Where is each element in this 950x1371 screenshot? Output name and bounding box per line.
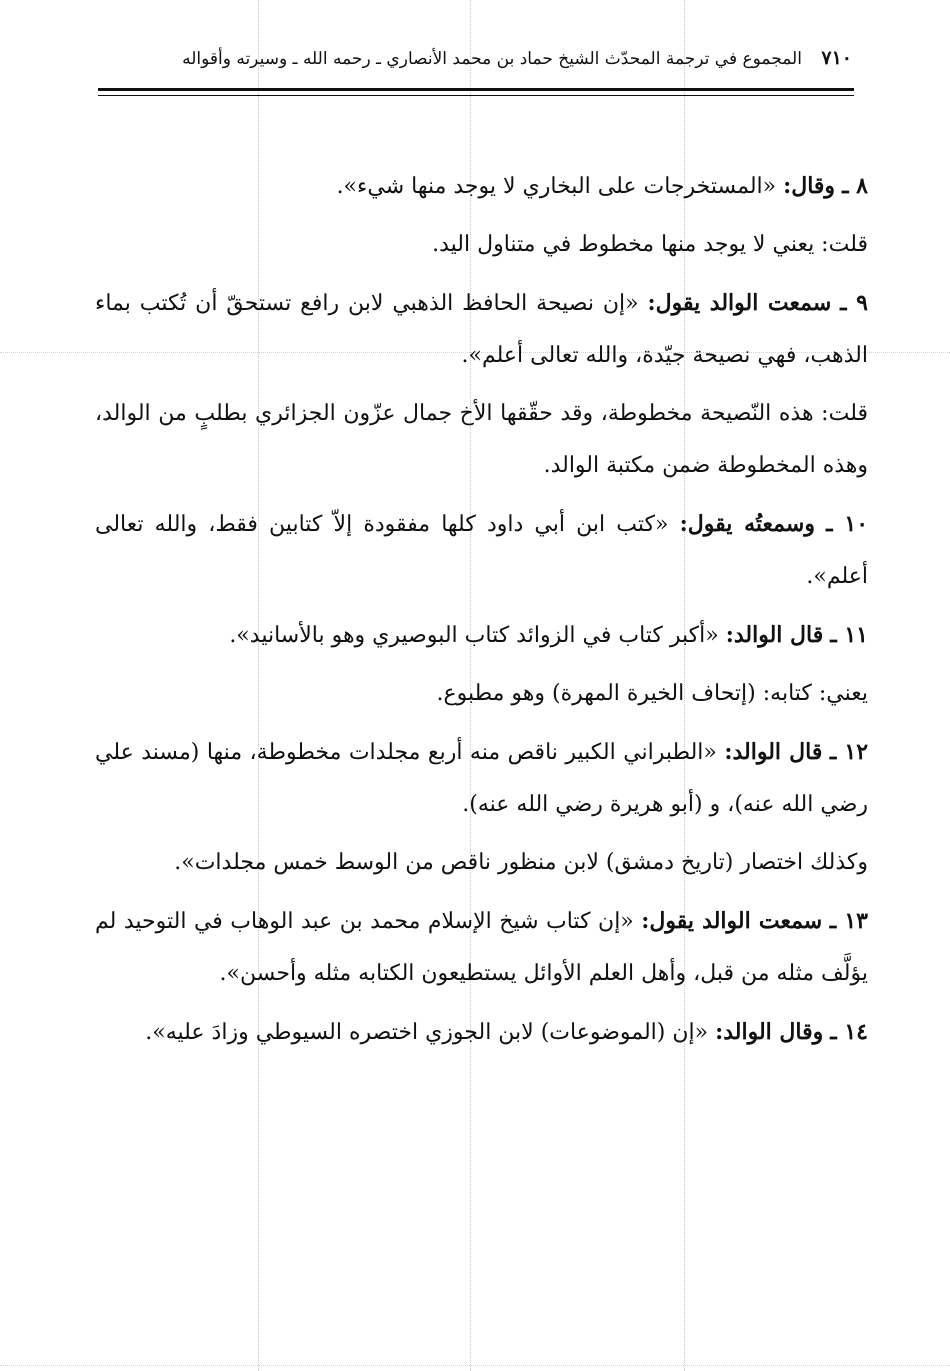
item-lead: وقال: [783,173,836,199]
item-number: ١٠ ـ [826,511,869,537]
item-number: ١٢ ـ [829,739,869,765]
item-text: «المستخرجات على البخاري لا يوجد منها شيء». [336,174,777,199]
note-text: يعني: كتابه: (إتحاف الخيرة المهرة) وهو مطبوع. [436,681,868,706]
item-text: «إن نصيحة الحافظ الذهبي لابن رافع تستحقّ أن تُكتب بماء الذهب، فهي نصيحة جيّدة، والله تعالى أعلم». [95,291,868,368]
item-text: «أكبر كتاب في الزوائد كتاب البوصيري وهو بالأسانيد». [229,623,719,648]
note-text: قلت: هذه النّصيحة مخطوطة، وقد حقّقها الأخ جمال عزّون الجزائري بطلبٍ من الوالد، وهذه المخطوطة ضمن مكتبة الوالد. [95,401,868,478]
item-text: «إن (الموضوعات) لابن الجوزي اختصره السيوطي وزادَ عليه». [145,1020,709,1045]
item-13 [95,895,868,1000]
item-lead: سمعت الوالد يقول: [641,908,823,934]
item-lead: قال الوالد: [724,739,823,765]
note-paragraph [95,219,868,271]
item-14 [95,1006,868,1059]
item-lead: قال الوالد: [725,622,824,648]
header-rule-thick [98,88,854,91]
header-rule-thin [98,95,854,96]
running-header [100,38,852,78]
item-text: «كتب ابن أبي داود كلها مفقودة إلاّ كتابين فقط، والله تعالى أعلم». [95,512,868,589]
item-8 [95,160,868,213]
item-lead: سمعت الوالد يقول: [647,290,832,316]
page-number: ٧١٠ [821,47,852,69]
note-paragraph [95,668,868,720]
item-number: ٨ ـ [842,173,868,199]
note-paragraph [95,388,868,492]
item-number: ١٤ ـ [830,1019,868,1045]
item-number: ١١ ـ [830,622,868,648]
running-title: المجموع في ترجمة المحدّث الشيخ حماد بن محمد الأنصاري ـ رحمه الله ـ وسيرته وأقواله [182,49,802,69]
item-lead: وقال الوالد: [715,1019,824,1045]
item-9 [95,277,868,382]
item-11 [95,609,868,662]
continuation-paragraph [95,837,868,889]
item-number: ١٣ ـ [829,908,868,934]
item-text: «إن كتاب شيخ الإسلام محمد بن عبد الوهاب في التوحيد لم يؤلَّف مثله من قبل، وأهل العلم الأوائل يستطيعون الكتابه مثله وأحسن». [95,909,868,986]
item-12 [95,726,868,831]
item-number: ٩ ـ [840,290,868,316]
grid-line [0,1365,950,1366]
body-text [95,160,868,1065]
item-lead: وسمعتُه يقول: [679,511,815,537]
item-10 [95,498,868,603]
note-text: قلت: يعني لا يوجد منها مخطوط في متناول اليد. [432,232,868,257]
item-text: «الطبراني الكبير ناقص منه أربع مجلدات مخطوطة، منها (مسند علي رضي الله عنه)، و (أبو هريرة رضي الله عنه). [95,740,868,817]
continuation-text: وكذلك اختصار (تاريخ دمشق) لابن منظور ناقص من الوسط خمس مجلدات». [174,850,868,875]
